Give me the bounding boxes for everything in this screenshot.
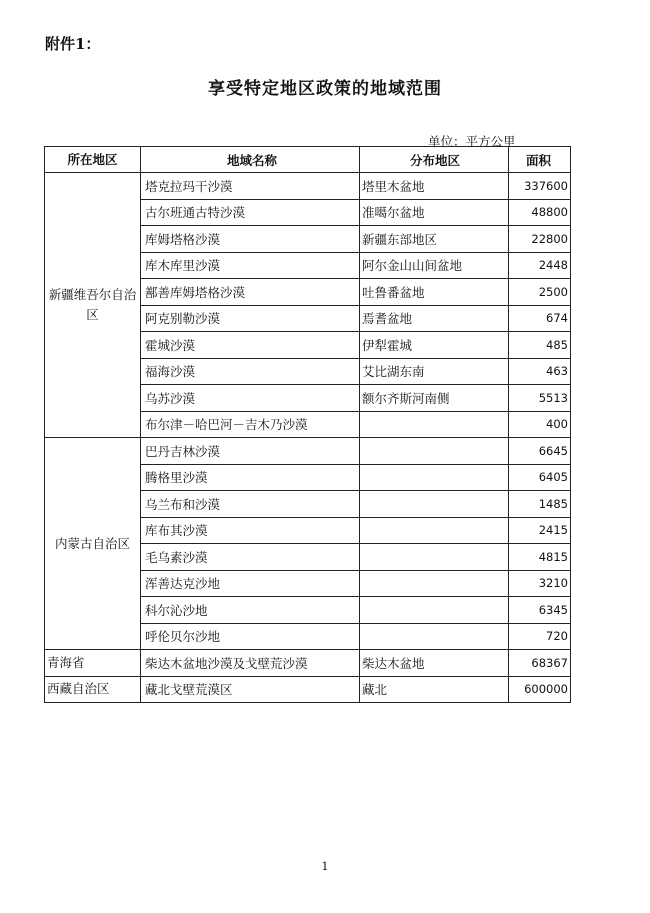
area-cell: 2448 [509, 252, 571, 279]
desert-name-cell: 呼伦贝尔沙地 [141, 623, 360, 650]
area-cell: 485 [509, 332, 571, 359]
area-cell: 6405 [509, 464, 571, 491]
distribution-cell: 焉耆盆地 [360, 305, 509, 332]
area-cell: 6345 [509, 597, 571, 624]
desert-name-cell: 库布其沙漠 [141, 517, 360, 544]
area-cell: 674 [509, 305, 571, 332]
area-cell: 337600 [509, 173, 571, 200]
area-cell: 48800 [509, 199, 571, 226]
desert-name-cell: 库姆塔格沙漠 [141, 226, 360, 253]
distribution-cell [360, 597, 509, 624]
desert-name-cell: 霍城沙漠 [141, 332, 360, 359]
distribution-cell: 艾比湖东南 [360, 358, 509, 385]
area-cell: 2500 [509, 279, 571, 306]
table-row [45, 676, 571, 703]
desert-name-cell: 巴丹吉林沙漠 [141, 438, 360, 465]
area-cell: 600000 [509, 676, 571, 703]
column-header-region: 所在地区 [45, 147, 141, 173]
area-cell: 4815 [509, 544, 571, 571]
distribution-cell [360, 623, 509, 650]
table-row [45, 650, 571, 677]
distribution-cell [360, 544, 509, 571]
distribution-cell: 柴达木盆地 [360, 650, 509, 677]
distribution-cell [360, 491, 509, 518]
desert-name-cell: 藏北戈壁荒漠区 [141, 676, 360, 703]
area-cell: 720 [509, 623, 571, 650]
distribution-cell: 伊犁霍城 [360, 332, 509, 359]
area-cell: 463 [509, 358, 571, 385]
desert-name-cell: 塔克拉玛干沙漠 [141, 173, 360, 200]
desert-name-cell: 乌苏沙漠 [141, 385, 360, 412]
region-cell: 内蒙古自治区 [45, 438, 141, 650]
distribution-cell [360, 517, 509, 544]
desert-name-cell: 鄯善库姆塔格沙漠 [141, 279, 360, 306]
table-body [45, 173, 571, 703]
desert-name-cell: 浑善达克沙地 [141, 570, 360, 597]
distribution-cell: 新疆东部地区 [360, 226, 509, 253]
area-cell: 5513 [509, 385, 571, 412]
column-header-area: 面积 [509, 147, 571, 173]
area-cell: 22800 [509, 226, 571, 253]
page-number: 1 [321, 860, 329, 873]
area-cell: 400 [509, 411, 571, 438]
distribution-cell [360, 438, 509, 465]
table-row [45, 173, 571, 200]
desert-name-cell: 阿克别勒沙漠 [141, 305, 360, 332]
region-cell: 青海省 [45, 650, 141, 677]
distribution-cell: 塔里木盆地 [360, 173, 509, 200]
attachment-label: 附件1： [45, 35, 101, 53]
column-header-name: 地域名称 [141, 147, 360, 173]
column-header-distribution: 分布地区 [360, 147, 509, 173]
distribution-cell: 准噶尔盆地 [360, 199, 509, 226]
distribution-cell: 吐鲁番盆地 [360, 279, 509, 306]
desert-name-cell: 库木库里沙漠 [141, 252, 360, 279]
table-row [45, 438, 571, 465]
area-cell: 6645 [509, 438, 571, 465]
distribution-cell [360, 464, 509, 491]
area-cell: 1485 [509, 491, 571, 518]
desert-name-cell: 毛乌素沙漠 [141, 544, 360, 571]
desert-name-cell: 柴达木盆地沙漠及戈壁荒沙漠 [141, 650, 360, 677]
distribution-cell: 阿尔金山山间盆地 [360, 252, 509, 279]
region-cell: 新疆维吾尔自治区 [45, 173, 141, 438]
table-header-row [45, 147, 571, 173]
distribution-cell: 藏北 [360, 676, 509, 703]
area-cell: 3210 [509, 570, 571, 597]
region-table [44, 146, 571, 703]
desert-name-cell: 腾格里沙漠 [141, 464, 360, 491]
desert-name-cell: 布尔津－哈巴河－吉木乃沙漠 [141, 411, 360, 438]
area-cell: 2415 [509, 517, 571, 544]
desert-name-cell: 乌兰布和沙漠 [141, 491, 360, 518]
area-cell: 68367 [509, 650, 571, 677]
distribution-cell [360, 411, 509, 438]
desert-name-cell: 古尔班通古特沙漠 [141, 199, 360, 226]
unit-label: 单位：平方公里 [428, 134, 516, 149]
region-cell: 西藏自治区 [45, 676, 141, 703]
document-title: 享受特定地区政策的地域范围 [208, 79, 442, 99]
desert-name-cell: 福海沙漠 [141, 358, 360, 385]
distribution-cell [360, 570, 509, 597]
distribution-cell: 额尔齐斯河南侧 [360, 385, 509, 412]
desert-name-cell: 科尔沁沙地 [141, 597, 360, 624]
